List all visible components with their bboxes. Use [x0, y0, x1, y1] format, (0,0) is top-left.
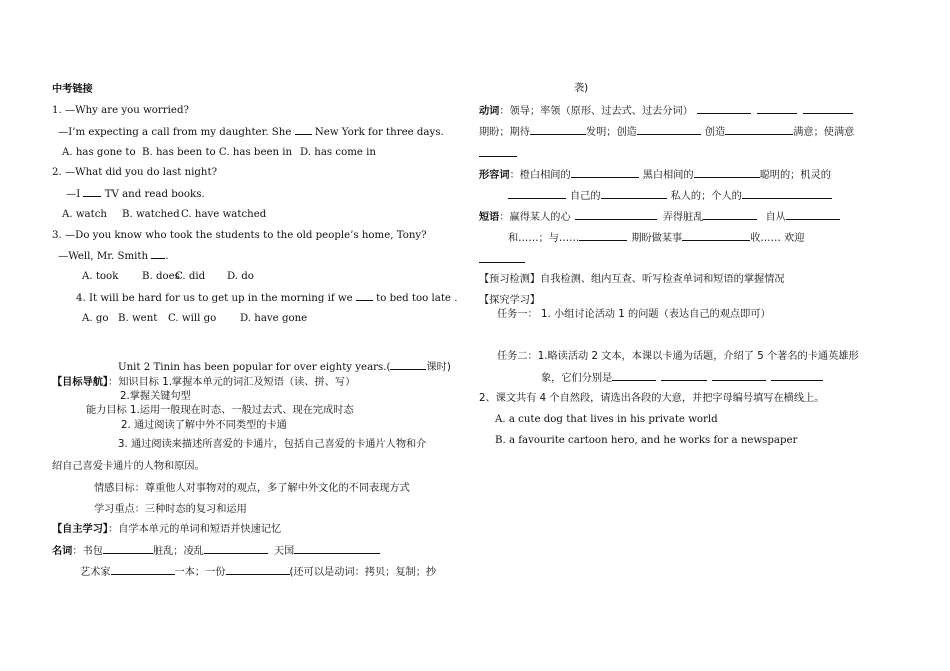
noun-label: 名词	[52, 546, 73, 557]
hero-blank-1[interactable]	[612, 371, 656, 381]
verb-text-2: 期盼；期待	[479, 127, 530, 138]
q2-text-a: —I	[66, 189, 81, 200]
q2-option-c: C. have watched	[181, 209, 267, 220]
noun-text-1: ：书包	[72, 546, 103, 557]
hero-blank-3[interactable]	[712, 371, 766, 381]
q4-option-b: B. went	[118, 313, 158, 324]
q3-option-b: B. does	[142, 271, 180, 282]
phrase-blank-4[interactable]	[579, 231, 627, 241]
noun-text-4: 艺术家	[80, 567, 111, 578]
adj-text-2: 黑白相间的	[642, 170, 694, 181]
self-study-text: ：自学本单元的单词和短语并快速记忆	[108, 524, 282, 535]
q1-text-a: —I’m expecting a call from my daughter. She	[58, 127, 292, 138]
noun-line-2	[80, 565, 436, 580]
hero-blank-2[interactable]	[661, 371, 707, 381]
noun-text-6: (还可以是动词：拷贝；复制；抄	[289, 567, 437, 578]
q2-blank[interactable]	[83, 187, 101, 197]
phrase-label: 短语	[479, 212, 500, 223]
adj-text-3: 聪明的；机灵的	[759, 170, 831, 181]
goal-label: 【目标导航】	[52, 377, 109, 388]
question-3: 3. —Do you know who took the students to the old people’s home, Tony?	[52, 230, 427, 241]
q4-blank[interactable]	[356, 291, 373, 301]
verb-line-1	[479, 104, 853, 119]
noun-blank-3[interactable]	[294, 544, 380, 554]
noun-blank-2[interactable]	[204, 544, 268, 554]
hero-blank-4[interactable]	[771, 371, 823, 381]
self-study	[52, 523, 281, 537]
verb-blank-6[interactable]	[725, 125, 793, 135]
verb-blank-1[interactable]	[697, 104, 751, 114]
adj-line-1	[479, 168, 831, 183]
phrase-blank-3[interactable]	[786, 210, 840, 220]
q3-text-a: —Well, Mr. Smith	[58, 251, 149, 262]
adj-label: 形容词	[479, 170, 510, 181]
adj-line-2	[508, 189, 832, 204]
q3-text-b: .	[165, 251, 169, 262]
q1-text-b: New York for three days.	[314, 127, 444, 138]
phrase-line-1	[479, 210, 840, 225]
q4-text-a: 4. It will be hard for us to get up in the morning if we	[76, 293, 353, 304]
goal-line-5: 3. 通过阅读来描述所喜爱的卡通片，包括自己喜爱的卡通片人物和介	[118, 439, 427, 450]
q3-option-a: A. took	[82, 271, 119, 282]
phrase-blank-5[interactable]	[682, 231, 750, 241]
question-1-answer	[58, 125, 444, 140]
q3-option-c: C. did	[175, 271, 206, 282]
verb-label: 动词	[479, 106, 500, 117]
q2-option-a: A. watch	[62, 209, 107, 220]
unit-title-text: Unit 2 Tinin has been popular for over eighty years.(	[118, 362, 391, 373]
noun-text-5: 一本；一份	[174, 567, 226, 578]
goal-line-3: 能力目标 1.运用一般现在时态、一般过去式、现在完成时态	[86, 405, 354, 416]
learning-focus: 学习重点：三种时态的复习和运用	[94, 504, 247, 515]
q4-option-c: C. will go	[168, 313, 217, 324]
verb-text-4: 创造	[704, 127, 726, 138]
task-2-line-1: 任务二：1.略读活动 2 文本，本课以卡通为话题，介绍了 5 个著名的卡通英雄形	[497, 351, 859, 362]
noun-blank-4[interactable]	[111, 565, 175, 575]
q1-option-bc: B. has been to C. has been in	[142, 147, 293, 158]
adj-text-5: 私人的；个人的	[670, 191, 742, 202]
phrase-text-3: 自从	[765, 212, 786, 223]
q2-option-b: B. watched	[122, 209, 180, 220]
q4-option-a: A. go	[82, 313, 109, 324]
adj-text-4: 自己的	[570, 191, 601, 202]
q4-option-d: D. have gone	[240, 313, 308, 324]
paragraph-instruction: 2、课文共有 4 个自然段，请选出各段的大意，并把字母编号填写在横线上。	[479, 393, 825, 404]
verb-blank-7[interactable]	[479, 147, 517, 157]
noun-text-3: 天国	[273, 546, 295, 557]
noun-text-2: 脏乱；凌乱	[152, 546, 204, 557]
goal-line-4: 2. 通过阅读了解中外不同类型的卡通	[121, 420, 287, 431]
lesson-number-blank[interactable]	[390, 360, 426, 370]
goal-line-1	[52, 376, 355, 390]
unit-title-suffix: 课时)	[426, 362, 451, 373]
verb-line-3	[479, 147, 517, 162]
preview-check: 【预习检测】自我检测、组内互查、听写检查单词和短语的掌握情况	[479, 274, 785, 285]
noun-blank-1[interactable]	[103, 544, 153, 554]
question-1: 1. —Why are you worried?	[52, 105, 189, 116]
verb-blank-2[interactable]	[757, 104, 797, 114]
explore-heading: 【探究学习】	[479, 295, 541, 306]
verb-blank-3[interactable]	[803, 104, 853, 114]
q1-option-d: D. has come in	[300, 147, 376, 158]
phrase-text-6: 收…… 欢迎	[750, 233, 805, 244]
question-2-answer	[66, 187, 205, 202]
noun-blank-5[interactable]	[226, 565, 290, 575]
phrase-text-2: 弄得脏乱	[662, 212, 704, 223]
adj-blank-5[interactable]	[742, 189, 832, 199]
option-a: A. a cute dog that lives in his private world	[495, 414, 718, 425]
phrase-text-5: 期盼做某事	[631, 233, 683, 244]
phrase-blank-6[interactable]	[479, 253, 525, 263]
goal-line-6: 绍自己喜爱卡通片的人物和原因。	[52, 461, 205, 472]
verb-blank-4[interactable]	[530, 125, 586, 135]
adj-blank-3[interactable]	[508, 189, 566, 199]
question-3-answer	[58, 249, 169, 264]
unit-title	[118, 360, 451, 375]
phrase-line-2	[508, 231, 804, 246]
noun-line-1	[52, 544, 380, 559]
self-study-label: 【自主学习】	[52, 524, 109, 535]
question-2: 2. —What did you do last night?	[52, 167, 218, 178]
verb-blank-5[interactable]	[637, 125, 701, 135]
noun-continued: 袭)	[574, 83, 589, 94]
section-heading: 中考链接	[52, 84, 93, 95]
task-2-text: 象，它们分别是	[541, 373, 613, 384]
goal-line-2: 2.掌握关键句型	[120, 391, 191, 402]
phrase-blank-2[interactable]	[703, 210, 757, 220]
question-4	[76, 291, 457, 306]
q1-option-a: A. has gone to	[62, 147, 136, 158]
q1-blank[interactable]	[295, 125, 312, 135]
verb-text-1: ：领导；率领（原形、过去式、过去分词）	[499, 106, 693, 117]
emotion-goal: 情感目标：尊重他人对事物对的观点，多了解中外文化的不同表现方式	[94, 483, 410, 494]
task-1: 任务一： 1. 小组讨论活动 1 的问题（表达自己的观点即可）	[497, 309, 771, 320]
phrase-text-1: ：赢得某人的心	[499, 212, 571, 223]
phrase-line-3	[479, 253, 525, 268]
phrase-blank-1[interactable]	[575, 210, 657, 220]
verb-line-2	[479, 125, 854, 140]
adj-blank-2[interactable]	[694, 168, 760, 178]
q4-text-b: to bed too late .	[376, 293, 458, 304]
adj-blank-4[interactable]	[601, 189, 667, 199]
verb-text-3: 发明；创造	[585, 127, 637, 138]
task-2-line-2	[541, 371, 823, 386]
q3-blank[interactable]	[151, 249, 165, 259]
option-b: B. a favourite cartoon hero, and he works for a newspaper	[495, 435, 798, 446]
goal-text-1: ：知识目标 1.掌握本单元的词汇及短语（读、拼、写）	[108, 377, 356, 388]
verb-text-5: 满意；使满意	[793, 127, 855, 138]
adj-blank-1[interactable]	[571, 168, 639, 178]
adj-text-1: ：橙白相间的	[509, 170, 571, 181]
phrase-text-4: 和……；与……	[508, 233, 580, 244]
q2-text-b: TV and read books.	[104, 189, 205, 200]
q3-option-d: D. do	[227, 271, 254, 282]
